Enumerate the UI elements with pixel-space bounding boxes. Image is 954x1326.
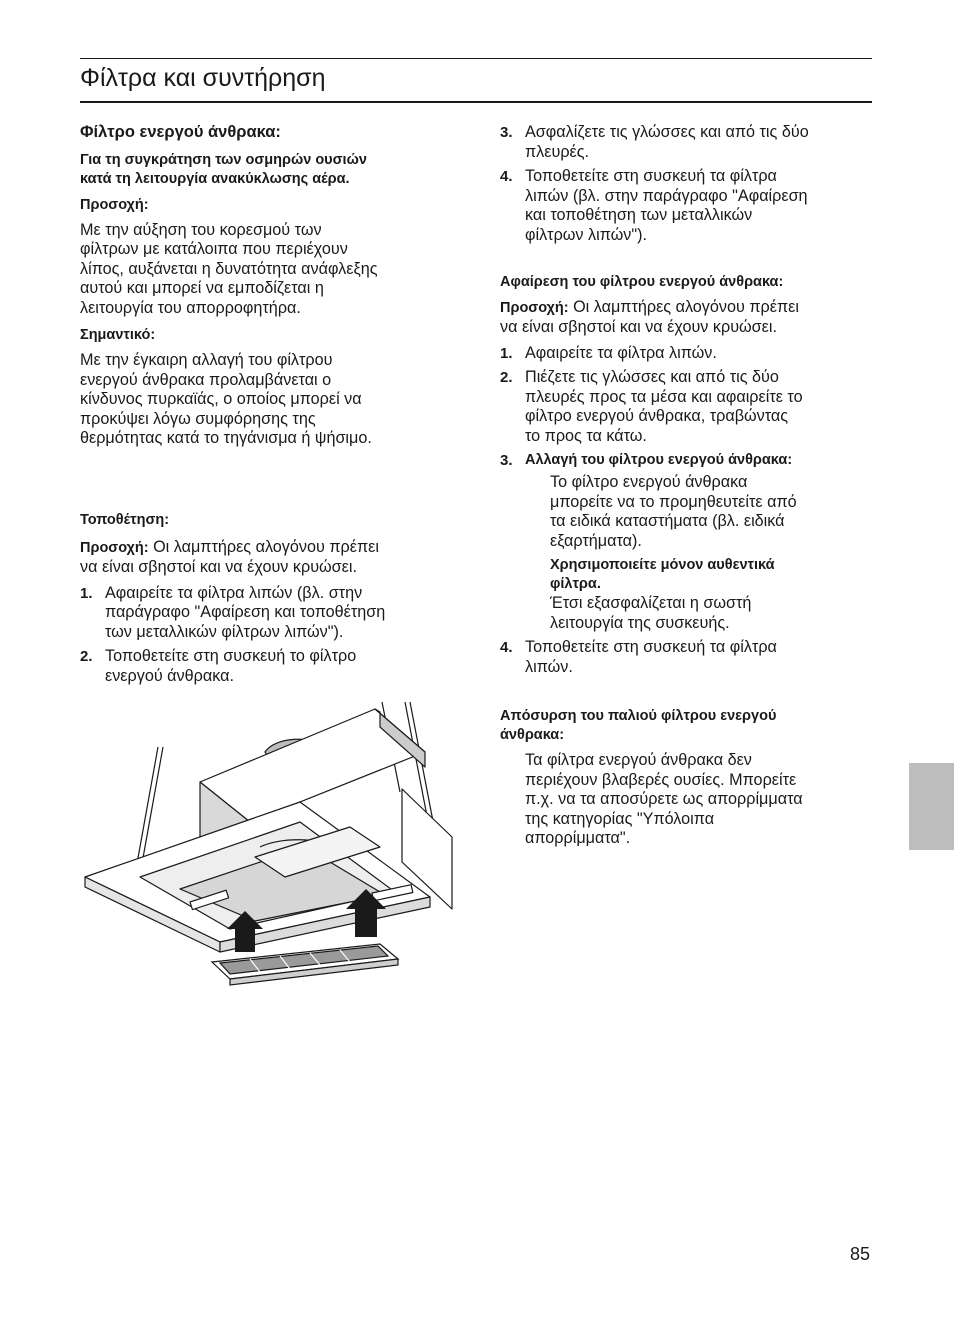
intro-line: Για τη συγκράτηση των οσμηρών ουσιών xyxy=(80,151,367,168)
step-text-line: πλευρές. xyxy=(525,142,590,161)
disposal-text-line: Τα φίλτρα ενεργού άνθρακα δεν xyxy=(525,751,752,769)
change-text-line: Το φίλτρο ενεργού άνθρακα xyxy=(550,473,748,491)
original-filters-text: Έτσι εξασφαλίζεται η σωστή xyxy=(550,594,752,612)
step-number: 3. xyxy=(500,124,513,141)
installation-caution-label: Προσοχή: xyxy=(80,540,149,556)
important-label: Σημαντικό: xyxy=(80,327,156,343)
removal-caution-text: Οι λαμπτήρες αλογόνου πρέπει xyxy=(568,298,799,316)
step-text-line: Τοποθετείτε στη συσκευή τα φίλτρα xyxy=(525,638,777,656)
removal-caution-label: Προσοχή: xyxy=(500,300,569,316)
step-text-line: το προς τα κάτω. xyxy=(525,426,647,445)
page-title: Φίλτρα και συντήρηση xyxy=(80,64,326,92)
left-column xyxy=(80,123,460,449)
step-number: 3. xyxy=(500,452,513,469)
caution-text-line: λειτουργία του απορροφητήρα. xyxy=(80,298,301,317)
removal-step-4 xyxy=(500,638,875,677)
original-filters-note: Χρησιμοποιείτε μόνον αυθεντικά xyxy=(550,557,775,573)
removal-step-3 xyxy=(500,451,875,470)
important-text-line: κίνδυνος πυρκαϊάς, ο οποίος μπορεί να xyxy=(80,390,362,408)
disposal-text-line: π.χ. να τα αποσύρετε ως απορρίμματα xyxy=(525,790,803,808)
change-heading: Αλλαγή του φίλτρου ενεργού άνθρακα: xyxy=(525,452,793,468)
caution-text-line: φίλτρων με κατάλοιπα που περιέχουν xyxy=(80,240,348,258)
mounting-rod xyxy=(136,747,158,869)
step-number: 2. xyxy=(80,648,93,665)
step-number: 4. xyxy=(500,639,513,656)
installation-section xyxy=(80,511,460,686)
caution-label: Προσοχή: xyxy=(80,196,149,213)
disposal-text-line: απορρίμματα". xyxy=(525,829,631,847)
installation-heading: Τοποθέτηση: xyxy=(80,512,170,528)
right-column xyxy=(500,123,875,245)
page-number: 85 xyxy=(850,1244,871,1264)
change-text-line: τα ειδικά καταστήματα (βλ. ειδικά xyxy=(550,512,785,530)
important-text-line: ενεργού άνθρακα προλαμβάνεται ο xyxy=(80,370,332,389)
removal-step-1 xyxy=(500,344,875,364)
step-text-line: Αφαιρείτε τα φίλτρα λιπών (βλ. στην xyxy=(105,583,363,602)
installation-caution-text: Οι λαμπτήρες αλογόνου πρέπει xyxy=(148,538,379,556)
original-filters-note: φίλτρα. xyxy=(550,576,601,592)
language-thumb-tab xyxy=(909,763,954,850)
caution-text-line: Με την αύξηση του κορεσμού των xyxy=(80,220,322,239)
change-text-line: εξαρτήματα). xyxy=(550,531,642,550)
step-text-line: Πιέζετε τις γλώσσες και από τις δύο xyxy=(525,368,779,386)
title-underline xyxy=(80,101,872,103)
original-filters-text: λειτουργία της συσκευής. xyxy=(550,613,730,632)
install-step-3 xyxy=(500,123,875,162)
important-text-line: θερμότητας κατά το τηγάνισμα ή ψήσιμο. xyxy=(80,429,372,447)
step-number: 1. xyxy=(80,584,93,602)
step-text-line: των μεταλλικών φίλτρων λιπών"). xyxy=(105,622,344,641)
important-text-line: Με την έγκαιρη αλλαγή του φίλτρου xyxy=(80,351,333,369)
top-rule xyxy=(80,58,872,59)
step-text-line: φίλτρο ενεργού άνθρακα, τραβώντας xyxy=(525,407,789,425)
change-text-line: μπορείτε να το προμηθευτείτε από xyxy=(550,492,797,511)
step-text-line: φίλτρων λιπών"). xyxy=(525,225,648,244)
disposal-heading: Απόσυρση του παλιού φίλτρου ενεργού xyxy=(500,708,777,724)
install-step-1 xyxy=(80,584,460,643)
step-text-line: Τοποθετείτε στη συσκευή το φίλτρο xyxy=(105,647,357,665)
step-text-line: παράγραφο "Αφαίρεση και τοποθέτηση xyxy=(105,603,386,621)
caution-text-line: λίπος, αυξάνεται η δυνατότητα ανάφλεξης xyxy=(80,259,378,278)
removal-step-2 xyxy=(500,368,875,446)
step-text-line: και τοποθέτηση των μεταλλικών xyxy=(525,206,753,224)
step-number: 4. xyxy=(500,168,513,185)
step-text-line: λιπών (βλ. στην παράγραφο "Αφαίρεση xyxy=(525,186,808,205)
disposal-text-line: της κατηγορίας "Υπόλοιπα xyxy=(525,809,715,828)
step-text-line: πλευρές προς τα μέσα και αφαιρείτε το xyxy=(525,387,803,406)
removal-section xyxy=(500,273,875,677)
installation-caution-text: να είναι σβηστοί και να έχουν κρυώσει. xyxy=(80,558,357,576)
hood-filter-illustration xyxy=(80,697,470,992)
step-number: 2. xyxy=(500,369,513,386)
disposal-heading: άνθρακα: xyxy=(500,727,565,743)
section-heading-activated-carbon: Φίλτρο ενεργού άνθρακα: xyxy=(80,123,281,141)
install-step-2 xyxy=(80,647,460,686)
step-text-line: Τοποθετείτε στη συσκευή τα φίλτρα xyxy=(525,167,777,185)
important-text-line: προκύψει λόγω συμφόρησης της xyxy=(80,409,316,428)
intro-line: κατά τη λειτουργία ανακύκλωσης αέρα. xyxy=(80,170,350,187)
disposal-section xyxy=(500,707,875,849)
install-step-4 xyxy=(500,167,875,245)
disposal-text-line: περιέχουν βλαβερές ουσίες. Μπορείτε xyxy=(525,770,797,789)
step-text-line: ενεργού άνθρακα. xyxy=(105,666,234,685)
step-text-line: λιπών. xyxy=(525,657,573,676)
caution-text-line: αυτού και μπορεί να εμποδίζεται η xyxy=(80,279,324,297)
removal-caution-text: να είναι σβηστοί και να έχουν κρυώσει. xyxy=(500,318,777,336)
step-number: 1. xyxy=(500,344,513,362)
step-text-line: Ασφαλίζετε τις γλώσσες και από τις δύο xyxy=(525,123,809,141)
removal-heading: Αφαίρεση του φίλτρου ενεργού άνθρακα: xyxy=(500,274,784,290)
step-text-line: Αφαιρείτε τα φίλτρα λιπών. xyxy=(525,343,717,362)
